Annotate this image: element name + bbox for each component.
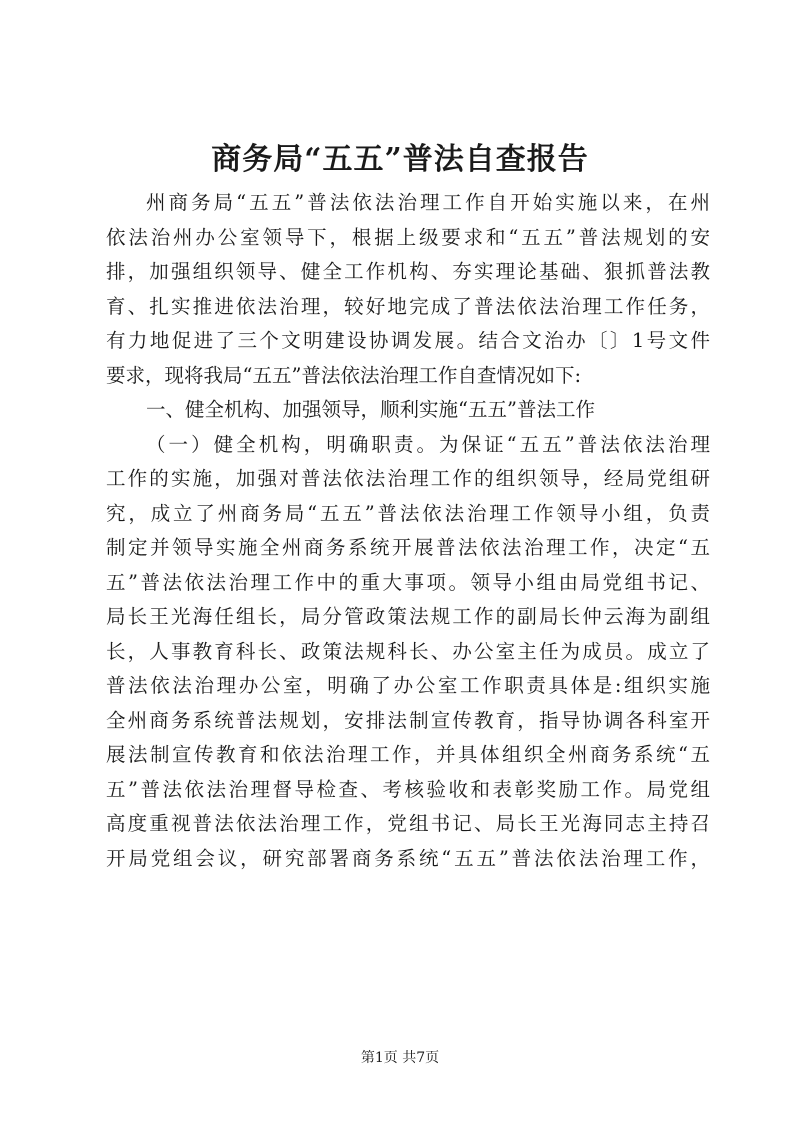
page-footer: 第1页 共7页: [360, 1050, 440, 1066]
body-text-line: 州商务局“五五”普法依法治理工作自开始实施以来，在州: [146, 191, 710, 214]
body-text-line: 开局党组会议，研究部署商务系统“五五”普法依法治理工作，: [106, 846, 710, 870]
body-text-line: 高度重视普法依法治理工作，党组书记、局长王光海同志主持召: [106, 812, 710, 835]
body-text-line: 五”普法依法治理工作中的重大事项。领导小组由局党组书记、: [106, 570, 710, 594]
body-text-line: 制定并领导实施全州商务系统开展普法依法治理工作，决定“五: [106, 536, 710, 559]
body-text-line: 普法依法治理办公室，明确了办公室工作职责具体是:组织实施: [106, 674, 710, 697]
body-text-line: 一、健全机构、加强领导，顺利实施“五五”普法工作: [146, 398, 595, 421]
body-text-line: 要求，现将我局“五五”普法依法治理工作自查情况如下:: [106, 363, 582, 387]
body-text-line: 工作的实施，加强对普法依法治理工作的组织领导，经局党组研: [106, 467, 710, 490]
body-text-line: 长，人事教育科长、政策法规科长、办公室主任为成员。成立了: [106, 639, 710, 663]
body-text-line: 依法治州办公室领导下，根据上级要求和“五五”普法规划的安: [106, 225, 710, 249]
body-text-line: 有力地促进了三个文明建设协调发展。结合文治办〔〕1号文件: [106, 329, 710, 352]
body-text-line: 排，加强组织领导、健全工作机构、夯实理论基础、狠抓普法教: [106, 260, 710, 283]
body-text-line: 全州商务系统普法规划，安排法制宣传教育，指导协调各科室开: [106, 708, 710, 732]
body-text-line: 展法制宣传教育和依法治理工作，并具体组织全州商务系统“五: [106, 743, 710, 766]
body-text-line: 究，成立了州商务局“五五”普法依法治理工作领导小组，负责: [106, 501, 710, 525]
body-text-line: 五”普法依法治理督导检查、考核验收和表彰奖励工作。局党组: [106, 777, 710, 801]
document-body: [106, 186, 710, 876]
body-text-line: 局长王光海任组长，局分管政策法规工作的副局长仲云海为副组: [106, 605, 710, 628]
document-title: 商务局“五五”普法自查报告: [211, 142, 589, 177]
body-text-line: 育、扎实推进依法治理，较好地完成了普法依法治理工作任务，: [106, 294, 710, 318]
body-text-line: （一）健全机构，明确职责。为保证“五五”普法依法治理: [146, 432, 710, 456]
